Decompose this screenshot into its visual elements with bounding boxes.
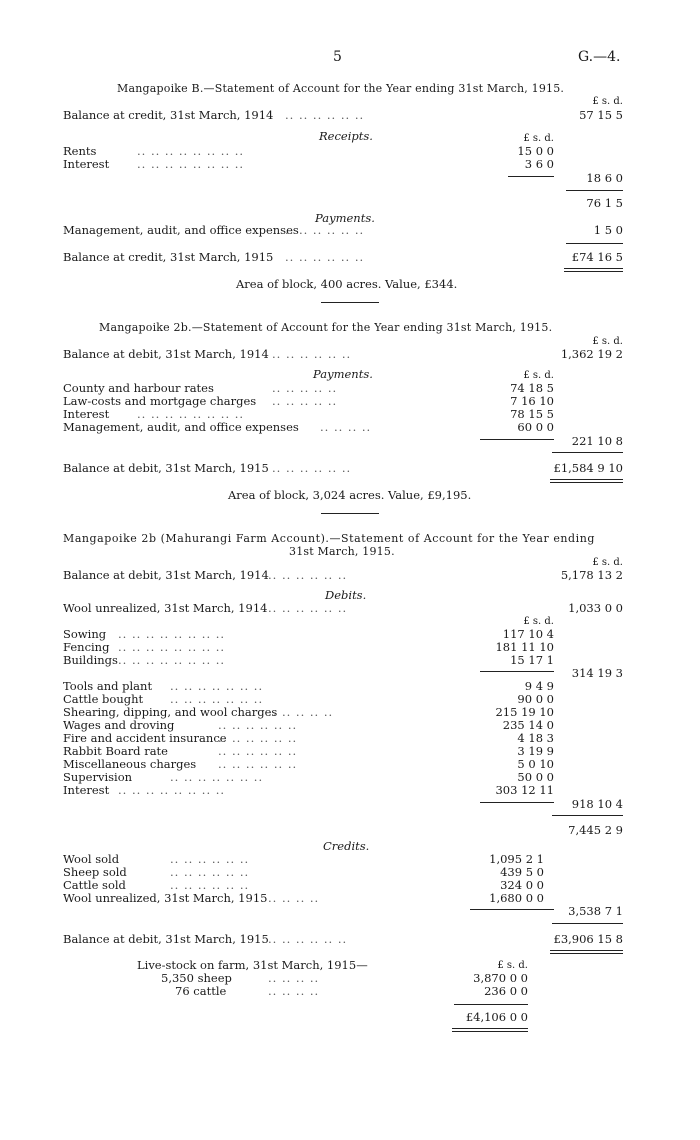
s3-debit-value: 215 19 10 xyxy=(495,705,554,719)
s3-livestock-label: 5,350 sheep xyxy=(161,971,232,985)
s3-debits-heading: Debits. xyxy=(325,588,367,602)
s1-opening-label: Balance at credit, 31st March, 1914 xyxy=(63,108,274,122)
s3-closing-value: £3,906 15 8 xyxy=(553,932,623,946)
s1-receipt-value: 3 6 0 xyxy=(524,157,554,171)
leader-dots: .. .. .. .. .. .. xyxy=(285,223,365,237)
leader-dots: .. .. .. .. .. .. xyxy=(170,852,250,866)
s3-inner-column-head: £ s. d. xyxy=(523,616,554,627)
leader-dots: .. .. .. .. .. .. xyxy=(268,932,348,946)
s3-debit-label: Buildings xyxy=(63,653,118,667)
subtotal-rule xyxy=(454,1004,528,1005)
s1-outer-column-head: £ s. d. xyxy=(592,96,623,107)
s1-footer: Area of block, 400 acres. Value, £344. xyxy=(236,277,458,291)
s2-payments-heading: Payments. xyxy=(313,367,373,381)
s3-credit-label: Wool sold xyxy=(63,852,120,866)
s3-credit-label: Wool unrealized, 31st March, 1915 xyxy=(63,891,268,905)
s3-credit-value: 439 5 0 xyxy=(500,865,544,879)
total-rule xyxy=(566,243,623,244)
s3-subtotal: 7,445 2 9 xyxy=(568,823,623,837)
s3-livestock-value: 236 0 0 xyxy=(484,984,528,998)
s3-opening-label: Balance at debit, 31st March, 1914 xyxy=(63,568,269,582)
s2-footer: Area of block, 3,024 acres. Value, £9,195. xyxy=(228,488,472,502)
s3-livestock-label: 76 cattle xyxy=(175,984,227,998)
double-rule xyxy=(550,479,623,483)
s3-debit-label: Interest xyxy=(63,783,110,797)
s1-receipts-heading: Receipts. xyxy=(319,129,373,143)
s2-outer-column-head: £ s. d. xyxy=(592,336,623,347)
s3-credit-label: Cattle sold xyxy=(63,878,126,892)
s3-debit-label: Miscellaneous charges xyxy=(63,757,197,771)
leader-dots: .. .. .. .. .. .. xyxy=(218,718,298,732)
total-rule xyxy=(552,452,623,453)
leader-dots: .. .. .. .. .. .. xyxy=(218,744,298,758)
total-rule xyxy=(552,815,623,816)
s3-credit-value: 1,095 2 1 xyxy=(489,852,544,866)
s1-receipt-label: Interest xyxy=(63,157,110,171)
s3-credit-value: 324 0 0 xyxy=(500,878,544,892)
leader-dots: .. .. .. .. .. .. xyxy=(170,865,250,879)
leader-dots: .. .. .. .. .. .. xyxy=(272,347,352,361)
s2-inner-column-head: £ s. d. xyxy=(523,370,554,381)
s3-debit-value: 235 14 0 xyxy=(502,718,554,732)
section-3-title: Mangapoike 2b (Mahurangi Farm Account).—Statement of Account for the Year ending xyxy=(63,532,595,545)
s1-closing-label: Balance at credit, 31st March, 1915 xyxy=(63,250,274,264)
s3-debit-value: 90 0 0 xyxy=(517,692,554,706)
s3-wool-label: Wool unrealized, 31st March, 1914 xyxy=(63,601,268,615)
s1-inner-column-head: £ s. d. xyxy=(523,133,554,144)
leader-dots: .. .. .. .. .. .. .. .. xyxy=(118,783,226,797)
s3-debit-value: 15 17 1 xyxy=(510,653,554,667)
s3-debit-label: Fencing xyxy=(63,640,110,654)
s3-wool-value: 1,033 0 0 xyxy=(568,601,623,615)
s1-payment-label: Management, audit, and office expenses xyxy=(63,223,299,237)
leader-dots: .. .. .. .. .. .. xyxy=(218,731,298,745)
s2-payment-label: Interest xyxy=(63,407,110,421)
s1-payments-heading: Payments. xyxy=(315,211,375,225)
s3-group2-total: 918 10 4 xyxy=(571,797,623,811)
s2-payment-value: 60 0 0 xyxy=(517,420,554,434)
s3-debit-value: 50 0 0 xyxy=(517,770,554,784)
leader-dots: .. .. .. .. .. .. xyxy=(170,878,250,892)
s3-livestock-total: £4,106 0 0 xyxy=(465,1010,528,1024)
s3-livestock-heading: Live-stock on farm, 31st March, 1915— xyxy=(137,958,368,972)
s3-debit-label: Fire and accident insurance xyxy=(63,731,227,745)
page-number: 5 xyxy=(333,49,342,65)
leader-dots: .. .. .. .. .. .. xyxy=(268,568,348,582)
s3-debit-label: Supervision xyxy=(63,770,133,784)
s3-debit-value: 117 10 4 xyxy=(502,627,554,641)
leader-dots: .. .. .. .. xyxy=(320,420,372,434)
s1-receipts-total: 18 6 0 xyxy=(586,171,623,185)
total-rule xyxy=(552,923,623,924)
s3-credit-value: 1,680 0 0 xyxy=(489,891,544,905)
document-series: G.—4. xyxy=(578,49,621,65)
s3-debit-value: 181 11 10 xyxy=(495,640,554,654)
leader-dots: .. .. .. .. .. .. xyxy=(285,250,365,264)
s3-debit-label: Sowing xyxy=(63,627,107,641)
section-3-title-continued: 31st March, 1915. xyxy=(289,545,395,558)
s3-debit-label: Wages and droving xyxy=(63,718,175,732)
s2-closing-value: £1,584 9 10 xyxy=(553,461,623,475)
s2-payments-total: 221 10 8 xyxy=(571,434,623,448)
s2-payment-label: Law-costs and mortgage charges xyxy=(63,394,257,408)
section-2-title: Mangapoike 2b.—Statement of Account for the Year ending 31st March, 1915. xyxy=(99,321,553,334)
leader-dots: .. .. .. .. .. .. .. .. xyxy=(137,157,245,171)
s2-closing-label: Balance at debit, 31st March, 1915 xyxy=(63,461,269,475)
s3-debit-value: 4 18 3 xyxy=(517,731,554,745)
leader-dots: .. .. .. .. .. .. .. .. xyxy=(118,653,226,667)
s3-livestock-value: 3,870 0 0 xyxy=(473,971,528,985)
leader-dots: .. .. .. .. .. .. .. .. xyxy=(137,144,245,158)
s3-livestock-column-head: £ s. d. xyxy=(497,960,528,971)
leader-dots: .. .. .. .. .. .. .. xyxy=(170,679,264,693)
leader-dots: .. .. .. .. .. .. .. xyxy=(170,770,264,784)
s2-payment-label: Management, audit, and office expenses xyxy=(63,420,299,434)
s3-debit-value: 5 0 10 xyxy=(517,757,554,771)
s2-payment-value: 78 15 5 xyxy=(510,407,554,421)
s1-closing-value: £74 16 5 xyxy=(571,250,623,264)
s3-closing-label: Balance at debit, 31st March, 1915 xyxy=(63,932,269,946)
leader-dots: .. .. .. .. .. .. xyxy=(268,601,348,615)
s3-credits-heading: Credits. xyxy=(323,839,370,853)
section-separator xyxy=(321,302,379,303)
s3-debit-value: 303 12 11 xyxy=(495,783,554,797)
leader-dots: .. .. .. .. .. .. xyxy=(218,757,298,771)
s3-debit-value: 3 19 9 xyxy=(517,744,554,758)
double-rule xyxy=(550,950,623,954)
s2-opening-value: 1,362 19 2 xyxy=(560,347,623,361)
s2-payment-label: County and harbour rates xyxy=(63,381,214,395)
s1-receipt-value: 15 0 0 xyxy=(517,144,554,158)
leader-dots: .. .. .. .. .. .. xyxy=(285,108,365,122)
s1-receipt-label: Rents xyxy=(63,144,97,158)
leader-dots: .. .. .. .. .. .. .. .. xyxy=(137,407,245,421)
s3-debit-label: Rabbit Board rate xyxy=(63,744,168,758)
leader-dots: .. .. .. .. .. xyxy=(272,381,338,395)
leader-dots: .. .. .. .. .. xyxy=(272,394,338,408)
total-rule xyxy=(566,190,623,191)
section-separator xyxy=(321,513,379,514)
s3-debit-value: 9 4 9 xyxy=(524,679,554,693)
s1-subtotal: 76 1 5 xyxy=(586,196,623,210)
s3-outer-column-head: £ s. d. xyxy=(592,557,623,568)
s3-debit-label: Cattle bought xyxy=(63,692,144,706)
s1-payment-value: 1 5 0 xyxy=(593,223,623,237)
leader-dots: .. .. .. .. .. .. .. xyxy=(170,692,264,706)
s3-opening-value: 5,178 13 2 xyxy=(560,568,623,582)
leader-dots: .. .. .. .. xyxy=(268,971,320,985)
s3-debit-label: Tools and plant xyxy=(63,679,153,693)
s2-payment-value: 74 18 5 xyxy=(510,381,554,395)
double-rule xyxy=(564,268,623,272)
double-rule xyxy=(452,1028,528,1032)
s3-debit-label: Shearing, dipping, and wool charges xyxy=(63,705,278,719)
section-1-title: Mangapoike B.—Statement of Account for the Year ending 31st March, 1915. xyxy=(117,82,565,95)
s2-payment-value: 7 16 10 xyxy=(510,394,554,408)
s3-group1-total: 314 19 3 xyxy=(571,666,623,680)
leader-dots: .. .. .. .. xyxy=(268,891,320,905)
leader-dots: .. .. .. .. .. .. .. .. xyxy=(118,640,226,654)
leader-dots: .. .. .. .. .. xyxy=(268,705,334,719)
s2-opening-label: Balance at debit, 31st March, 1914 xyxy=(63,347,269,361)
leader-dots: .. .. .. .. xyxy=(268,984,320,998)
leader-dots: .. .. .. .. .. .. .. .. xyxy=(118,627,226,641)
leader-dots: .. .. .. .. .. .. xyxy=(272,461,352,475)
s1-opening-value: 57 15 5 xyxy=(579,108,623,122)
s3-credit-label: Sheep sold xyxy=(63,865,127,879)
s3-credits-total: 3,538 7 1 xyxy=(568,904,623,918)
